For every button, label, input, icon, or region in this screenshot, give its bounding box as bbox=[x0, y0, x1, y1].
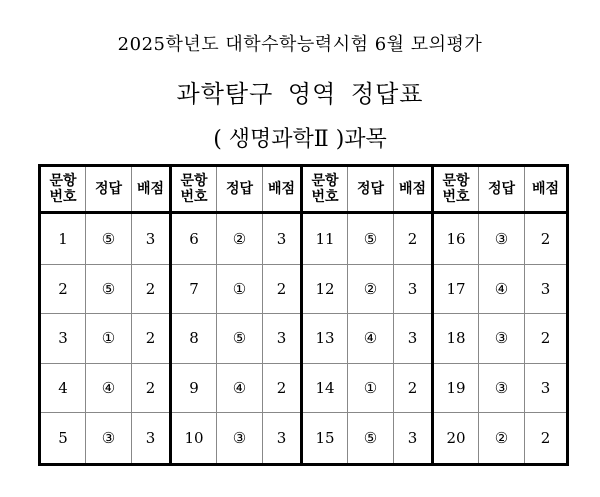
question-number: 9 bbox=[171, 363, 217, 412]
points-cell: 2 bbox=[132, 264, 171, 313]
answer-cell: ② bbox=[217, 213, 263, 265]
question-number: 15 bbox=[302, 413, 348, 465]
col-header-answer: 정답 bbox=[479, 166, 525, 213]
answer-cell: ⑤ bbox=[348, 213, 394, 265]
answer-cell: ④ bbox=[479, 264, 525, 313]
answer-cell: ③ bbox=[479, 314, 525, 363]
answer-cell: ① bbox=[217, 264, 263, 313]
points-cell: 2 bbox=[263, 363, 302, 412]
answer-cell: ① bbox=[86, 314, 132, 363]
answer-cell: ④ bbox=[217, 363, 263, 412]
points-cell: 3 bbox=[525, 363, 568, 412]
points-cell: 3 bbox=[263, 213, 302, 265]
answer-cell: ④ bbox=[86, 363, 132, 412]
points-cell: 2 bbox=[394, 213, 433, 265]
question-number: 13 bbox=[302, 314, 348, 363]
points-cell: 2 bbox=[525, 213, 568, 265]
question-number: 4 bbox=[40, 363, 86, 412]
points-cell: 3 bbox=[132, 413, 171, 465]
question-number: 16 bbox=[433, 213, 479, 265]
col-header-points: 배점 bbox=[394, 166, 433, 213]
col-header-points: 배점 bbox=[263, 166, 302, 213]
col-header-answer: 정답 bbox=[348, 166, 394, 213]
answer-cell: ⑤ bbox=[217, 314, 263, 363]
question-number: 14 bbox=[302, 363, 348, 412]
answer-table bbox=[38, 164, 569, 466]
points-cell: 3 bbox=[132, 213, 171, 265]
points-cell: 3 bbox=[525, 264, 568, 313]
sheet-title: 과학탐구 영역 정답표 bbox=[176, 80, 424, 108]
question-number: 6 bbox=[171, 213, 217, 265]
col-header-points: 배점 bbox=[525, 166, 568, 213]
question-number: 18 bbox=[433, 314, 479, 363]
answer-cell: ③ bbox=[479, 363, 525, 412]
table-row bbox=[40, 413, 568, 465]
question-number: 2 bbox=[40, 264, 86, 313]
col-header-points: 배점 bbox=[132, 166, 171, 213]
points-cell: 3 bbox=[263, 314, 302, 363]
col-header-number: 문항 번호 bbox=[171, 166, 217, 213]
points-cell: 3 bbox=[263, 413, 302, 465]
table-row bbox=[40, 213, 568, 265]
header-row bbox=[40, 166, 568, 213]
table-row bbox=[40, 363, 568, 412]
question-number: 17 bbox=[433, 264, 479, 313]
points-cell: 2 bbox=[132, 363, 171, 412]
points-cell: 3 bbox=[394, 264, 433, 313]
question-number: 12 bbox=[302, 264, 348, 313]
points-cell: 2 bbox=[525, 413, 568, 465]
col-header-number: 문항 번호 bbox=[302, 166, 348, 213]
question-number: 20 bbox=[433, 413, 479, 465]
points-cell: 3 bbox=[394, 413, 433, 465]
col-header-number: 문항 번호 bbox=[40, 166, 86, 213]
answer-cell: ③ bbox=[86, 413, 132, 465]
question-number: 19 bbox=[433, 363, 479, 412]
question-number: 1 bbox=[40, 213, 86, 265]
answer-cell: ⑤ bbox=[86, 213, 132, 265]
answer-cell: ⑤ bbox=[86, 264, 132, 313]
points-cell: 2 bbox=[263, 264, 302, 313]
points-cell: 2 bbox=[394, 363, 433, 412]
answer-cell: ⑤ bbox=[348, 413, 394, 465]
answer-cell: ④ bbox=[348, 314, 394, 363]
subject-title: ( 생명과학Ⅱ )과목 bbox=[213, 127, 387, 152]
question-number: 7 bbox=[171, 264, 217, 313]
answer-cell: ② bbox=[479, 413, 525, 465]
col-header-answer: 정답 bbox=[217, 166, 263, 213]
table-row bbox=[40, 264, 568, 313]
points-cell: 2 bbox=[132, 314, 171, 363]
question-number: 10 bbox=[171, 413, 217, 465]
question-number: 3 bbox=[40, 314, 86, 363]
answer-cell: ② bbox=[348, 264, 394, 313]
question-number: 11 bbox=[302, 213, 348, 265]
answer-cell: ③ bbox=[479, 213, 525, 265]
table-row bbox=[40, 314, 568, 363]
points-cell: 3 bbox=[394, 314, 433, 363]
answer-cell: ① bbox=[348, 363, 394, 412]
exam-title: 2025학년도 대학수학능력시험 6월 모의평가 bbox=[117, 34, 483, 55]
col-header-answer: 정답 bbox=[86, 166, 132, 213]
question-number: 8 bbox=[171, 314, 217, 363]
answer-cell: ③ bbox=[217, 413, 263, 465]
question-number: 5 bbox=[40, 413, 86, 465]
points-cell: 2 bbox=[525, 314, 568, 363]
col-header-number: 문항 번호 bbox=[433, 166, 479, 213]
